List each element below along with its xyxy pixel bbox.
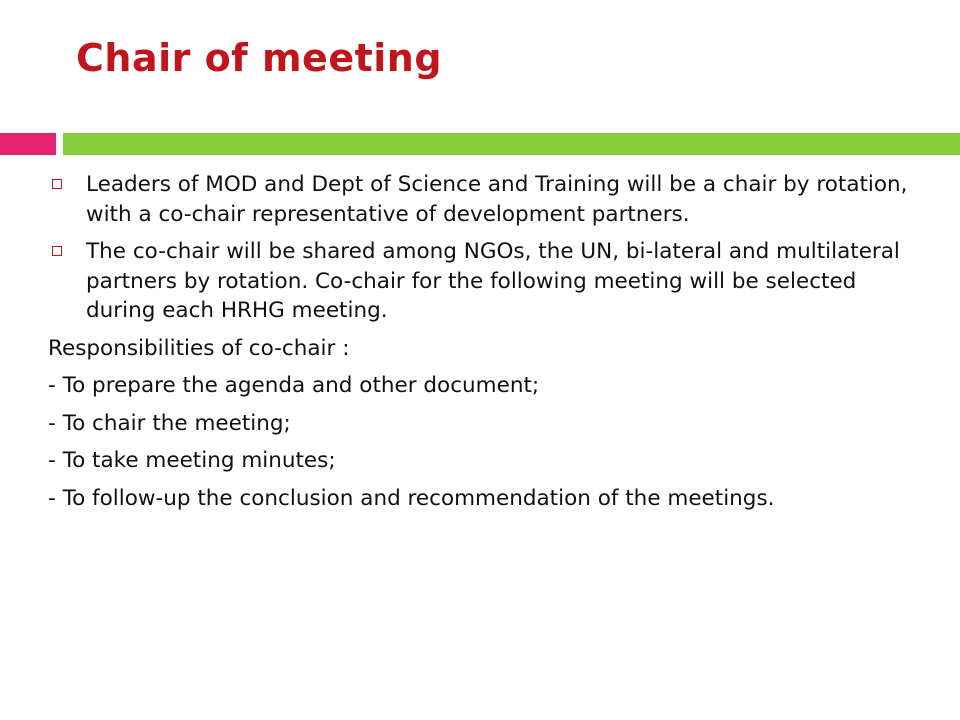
bullet-text: Leaders of MOD and Dept of Science and Training will be a chair by rotation, with a co-chair representative of development partners. — [86, 172, 908, 227]
accent-bar-green — [63, 133, 960, 155]
bullet-item — [48, 237, 908, 326]
responsibility-item: - To chair the meeting; — [48, 410, 291, 436]
slide-body — [48, 170, 908, 521]
responsibility-item: - To take meeting minutes; — [48, 448, 336, 473]
responsibilities-heading: Responsibilities of co-chair : — [48, 335, 350, 361]
square-bullet-icon — [52, 246, 62, 256]
accent-bar-pink — [0, 133, 56, 155]
bullet-text: The co-chair will be shared among NGOs, the UN, bi-lateral and multilateral partners by rotation. Co-chair for the following meeting will be selected during each HRHG meeting. — [86, 239, 900, 323]
square-bullet-icon — [52, 179, 62, 189]
bullet-item — [48, 170, 908, 229]
responsibility-item: - To prepare the agenda and other document; — [48, 373, 540, 398]
slide-title: Chair of meeting — [76, 36, 443, 80]
responsibility-item: - To follow-up the conclusion and recommendation of the meetings. — [48, 485, 775, 511]
